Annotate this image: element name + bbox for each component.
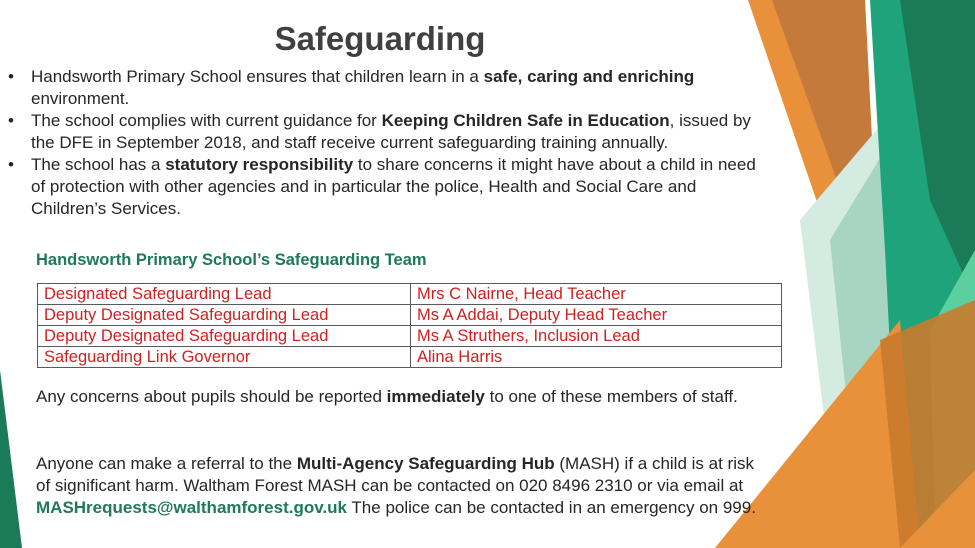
table-row [38, 347, 782, 368]
left-green-shape [0, 370, 22, 548]
mash-emphasis: Multi-Agency Safeguarding Hub [296, 454, 555, 473]
person-cell: Ms A Struthers, Inclusion Lead [411, 326, 782, 347]
concerns-emphasis: immediately [386, 387, 485, 406]
role-cell: Safeguarding Link Governor [38, 347, 411, 368]
role-cell: Designated Safeguarding Lead [38, 284, 411, 305]
team-heading: Handsworth Primary School’s Safeguarding Team [36, 251, 427, 269]
mash-email-link[interactable]: MASHrequests@walthamforest.gov.uk [36, 498, 347, 517]
bullet-glyph: • [8, 67, 14, 86]
concerns-paragraph: Any concerns about pupils should be reported immediately to one of these members of staff. [36, 387, 738, 406]
person-cell: Alina Harris [411, 347, 782, 368]
person-cell: Ms A Addai, Deputy Head Teacher [411, 305, 782, 326]
table-row [38, 305, 782, 326]
table-row [38, 284, 782, 305]
bullet-glyph: • [8, 155, 14, 174]
bullet-emphasis: safe, caring and enriching [483, 67, 695, 86]
bullet-item: • Handsworth Primary School ensures that children learn in a safe, caring and enriching environment. [8, 67, 695, 108]
role-cell: Deputy Designated Safeguarding Lead [38, 305, 411, 326]
table-row [38, 326, 782, 347]
bullet-emphasis: statutory responsibility [165, 155, 354, 174]
bullet-item: • The school complies with current guidance for Keeping Children Safe in Education, issued by the DFE in September 2018, and staff receive current safeguarding training annually. [8, 111, 751, 152]
referral-paragraph: Anyone can make a referral to the Multi-Agency Safeguarding Hub (MASH) if a child is at risk of significant harm. Waltham Forest MASH can be contacted on 020 8496 2310 or via email at MASHrequests@walthamforest.gov.uk The police can be contacted in an emergency on 999. [36, 454, 756, 517]
bullet-list [8, 66, 773, 220]
bullet-glyph: • [8, 111, 14, 130]
page-title: Safeguarding [274, 20, 486, 57]
person-cell: Mrs C Nairne, Head Teacher [411, 284, 782, 305]
bullet-emphasis: Keeping Children Safe in Education [381, 111, 670, 130]
safeguarding-team-table [37, 283, 782, 368]
role-cell: Deputy Designated Safeguarding Lead [38, 326, 411, 347]
bullet-item: • The school has a statutory responsibility to share concerns it might have about a child in need of protection with other agencies and in particular the police, Health and Social Care and Children’s Services. [8, 155, 756, 218]
